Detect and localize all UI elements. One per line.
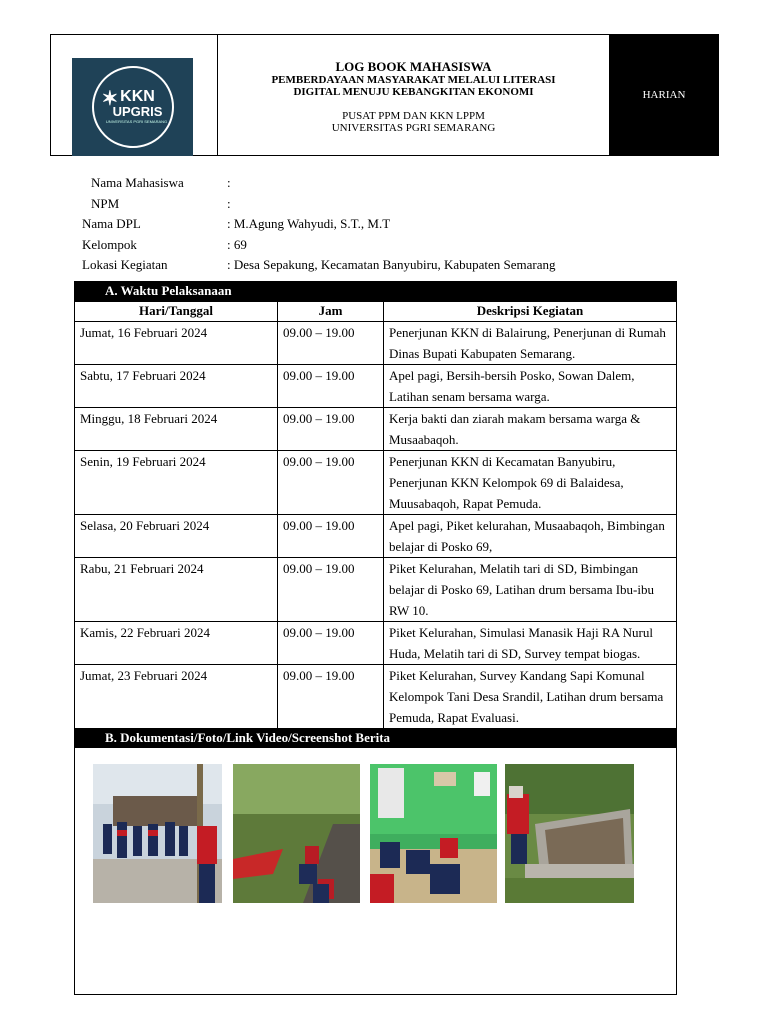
- row-time: 09.00 – 19.00: [278, 451, 384, 515]
- info-value: : M.Agung Wahyudi, S.T., M.T: [227, 216, 391, 231]
- row-time: 09.00 – 19.00: [278, 665, 384, 729]
- row-description: Apel pagi, Bersih-bersih Posko, Sowan Dalem, Latihan senam bersama warga.: [384, 365, 677, 408]
- documentation-photos: [75, 748, 676, 959]
- organization-line-1: PUSAT PPM DAN KKN LPPM: [342, 110, 485, 122]
- document-subtitle-1: PEMBERDAYAAN MASYARAKAT MELALUI LITERASI: [271, 74, 556, 86]
- logo-tagline: UNIVERSITAS PGRI SEMARANG: [105, 119, 168, 124]
- photo-indoor-meeting: [370, 764, 497, 903]
- column-header-description: Deskripsi Kegiatan: [384, 302, 677, 322]
- row-description: Piket Kelurahan, Survey Kandang Sapi Komunal Kelompok Tani Desa Srandil, Latihan drum bersama Pemuda, Rapat Evaluasi.: [384, 665, 677, 729]
- section-a-heading: A. Waktu Pelaksanaan: [75, 282, 676, 301]
- photo-group-outdoor: [93, 764, 222, 903]
- info-label: NPM: [91, 195, 120, 211]
- row-date: Rabu, 21 Februari 2024: [75, 558, 278, 622]
- section-b-heading: B. Dokumentasi/Foto/Link Video/Screenshot Berita: [75, 729, 676, 748]
- info-value: :: [227, 175, 231, 190]
- photo-biogas-site: [505, 764, 634, 903]
- row-date: Selasa, 20 Februari 2024: [75, 515, 278, 558]
- info-row-dpl: [82, 216, 556, 237]
- logo-cell: [51, 35, 218, 155]
- logo-text-upgris: UPGRIS: [112, 104, 163, 119]
- row-date: Jumat, 16 Februari 2024: [75, 322, 278, 365]
- activity-table: [75, 301, 676, 729]
- organization-line-2: UNIVERSITAS PGRI SEMARANG: [331, 122, 496, 134]
- row-date: Minggu, 18 Februari 2024: [75, 408, 278, 451]
- info-label: Nama Mahasiswa: [91, 175, 184, 190]
- document-title: LOG BOOK MAHASISWA: [335, 59, 492, 74]
- info-row-location: [82, 257, 556, 278]
- row-date: Sabtu, 17 Februari 2024: [75, 365, 278, 408]
- table-row: [75, 558, 676, 622]
- row-time: 09.00 – 19.00: [278, 622, 384, 665]
- table-row: [75, 515, 676, 558]
- row-description: Penerjunan KKN di Balairung, Penerjunan di Rumah Dinas Bupati Kabupaten Semarang.: [384, 322, 677, 365]
- row-date: Kamis, 22 Februari 2024: [75, 622, 278, 665]
- column-header-time: Jam: [278, 302, 384, 322]
- info-label: Lokasi Kegiatan: [82, 257, 168, 272]
- row-description: Piket Kelurahan, Simulasi Manasik Haji RA Nurul Huda, Melatih tari di SD, Survey tempat biogas.: [384, 622, 677, 665]
- row-description: Apel pagi, Piket kelurahan, Musaabaqoh, Bimbingan belajar di Posko 69,: [384, 515, 677, 558]
- column-header-date: Hari/Tanggal: [75, 302, 278, 322]
- row-description: Kerja bakti dan ziarah makam bersama warga & Musaabaqoh.: [384, 408, 677, 451]
- table-row: [75, 408, 676, 451]
- table-row: [75, 451, 676, 515]
- row-time: 09.00 – 19.00: [278, 408, 384, 451]
- info-value: : 69: [227, 236, 247, 252]
- student-info: [82, 175, 556, 278]
- info-row-name: [82, 175, 556, 196]
- info-label: Kelompok: [82, 236, 137, 252]
- info-row-npm: [82, 196, 556, 217]
- info-value: : Desa Sepakung, Kecamatan Banyubiru, Kabupaten Semarang: [227, 257, 556, 272]
- dancer-figure-icon: ✶: [101, 88, 119, 110]
- kkn-upgris-logo: [72, 58, 193, 156]
- table-row: [75, 622, 676, 665]
- row-description: Penerjunan KKN di Kecamatan Banyubiru, Penerjunan KKN Kelompok 69 di Balaidesa, Muusabaqoh, Rapat Pemuda.: [384, 451, 677, 515]
- info-label: Nama DPL: [82, 216, 141, 231]
- photo-road-cleaning: [233, 764, 360, 903]
- logbook-header: [50, 34, 719, 156]
- row-time: 09.00 – 19.00: [278, 365, 384, 408]
- row-description: Piket Kelurahan, Melatih tari di SD, Bimbingan belajar di Posko 69, Latihan drum bersama Ibu-ibu RW 10.: [384, 558, 677, 622]
- logbook-main: [74, 281, 677, 995]
- table-row: [75, 322, 676, 365]
- logo-text-kkn: KKN: [120, 88, 155, 105]
- title-cell: [218, 35, 610, 155]
- row-time: 09.00 – 19.00: [278, 558, 384, 622]
- info-value: :: [227, 195, 231, 211]
- row-date: Jumat, 23 Februari 2024: [75, 665, 278, 729]
- frequency-badge: HARIAN: [610, 35, 718, 155]
- info-row-group: [82, 237, 556, 258]
- row-time: 09.00 – 19.00: [278, 515, 384, 558]
- row-time: 09.00 – 19.00: [278, 322, 384, 365]
- logo-emblem: [92, 66, 174, 148]
- document-subtitle-2: DIGITAL MENUJU KEBANGKITAN EKONOMI: [293, 86, 534, 98]
- row-date: Senin, 19 Februari 2024: [75, 451, 278, 515]
- table-row: [75, 665, 676, 729]
- table-row: [75, 365, 676, 408]
- table-header-row: [75, 302, 676, 322]
